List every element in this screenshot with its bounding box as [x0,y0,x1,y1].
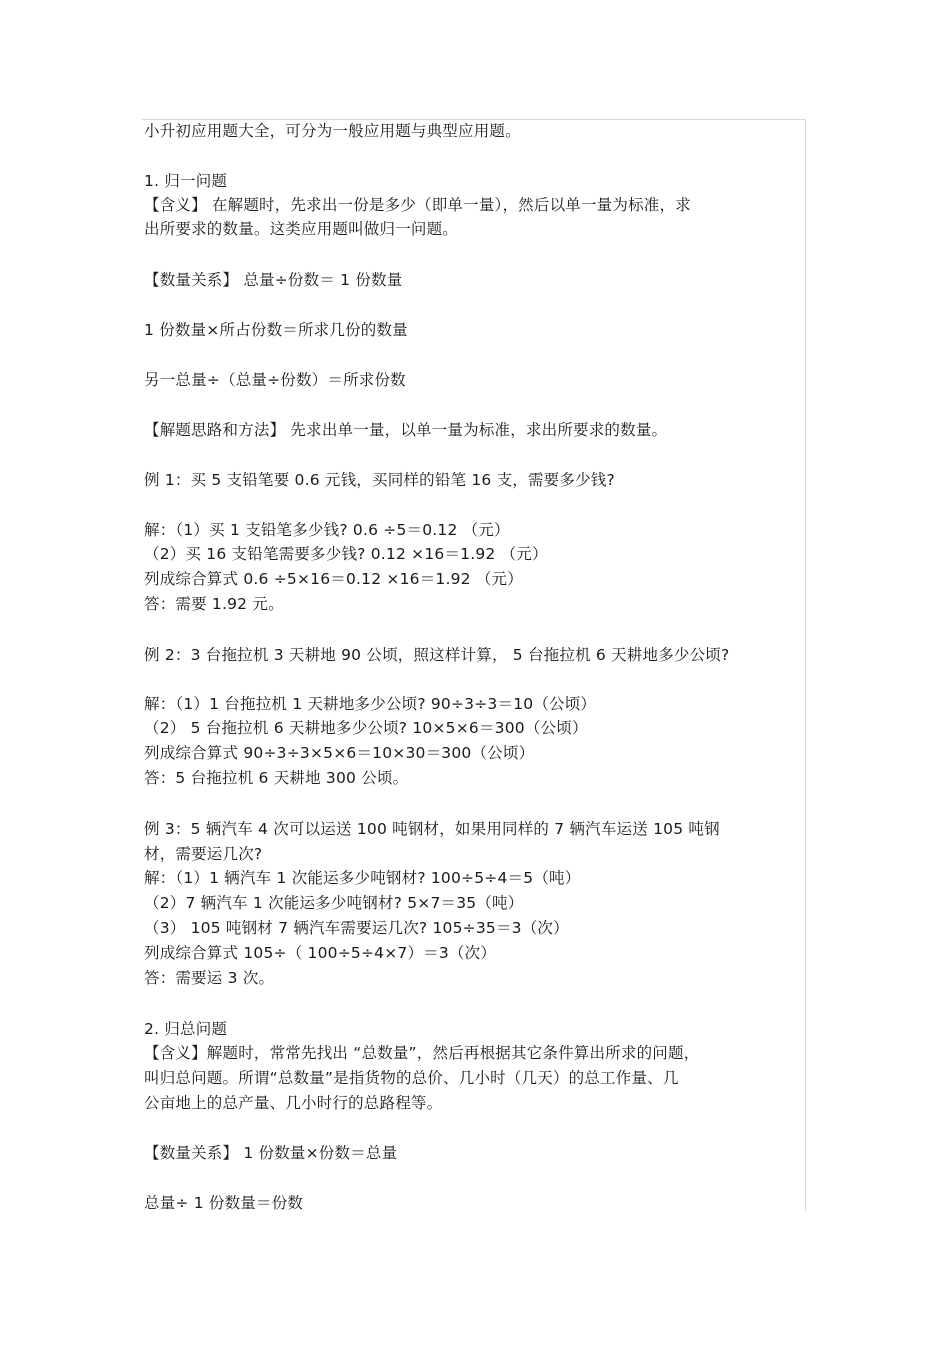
text-line: 例 2：3 台拖拉机 3 天耕地 90 公顷，照这样计算， 5 台拖拉机 6 天耕地多少公顷? [144,646,730,664]
text-line: 答：5 台拖拉机 6 天耕地 300 公顷。 [144,769,409,787]
text-line: 出所要求的数量。这类应用题叫做归一问题。 [144,220,459,238]
text-line: （3） 105 吨钢材 7 辆汽车需要运几次? 105÷35＝3（次） [144,919,569,937]
text-line: 答：需要 1.92 元。 [144,595,284,613]
text-line: 列成综合算式 0.6 ÷5×16＝0.12 ×16＝1.92 （元） [144,570,523,588]
text-line: 材，需要运几次? [144,845,263,863]
text-line: 总量÷ 1 份数量＝份数 [144,1194,304,1212]
text-line: （2）买 16 支铅笔需要多少钱? 0.12 ×16＝1.92 （元） [144,545,548,563]
text-line: 公亩地上的总产量、几小时行的总路程等。 [144,1094,443,1112]
text-line: （2） 5 台拖拉机 6 天耕地多少公顷? 10×5×6＝300（公顷） [144,719,588,737]
text-line: 例 1：买 5 支铅笔要 0.6 元钱，买同样的铅笔 16 支，需要多少钱? [144,471,615,489]
text-line: 列成综合算式 90÷3÷3×5×6＝10×30＝300（公顷） [144,744,535,762]
text-line: 叫归总问题。所谓“总数量”是指货物的总价、几小时（几天）的总工作量、几 [144,1069,679,1087]
text-line: 【含义】 在解题时，先求出一份是多少（即单一量），然后以单一量为标准，求 [144,196,691,214]
text-line: 2. 归总问题 [144,1020,228,1038]
text-line: 解：（1）1 辆汽车 1 次能运多少吨钢材? 100÷5÷4＝5（吨） [144,869,581,887]
text-line: 1. 归一问题 [144,172,228,190]
text-line: 小升初应用题大全，可分为一般应用题与典型应用题。 [144,122,521,140]
text-line: 列成综合算式 105÷（ 100÷5÷4×7）＝3（次） [144,944,497,962]
text-line: 【数量关系】 总量÷份数＝ 1 份数量 [144,271,403,289]
text-line: 例 3：5 辆汽车 4 次可以运送 100 吨钢材，如果用同样的 7 辆汽车运送 105 吨钢 [144,820,720,838]
text-line: 1 份数量×所占份数＝所求几份的数量 [144,321,408,339]
text-line: 【数量关系】 1 份数量×份数＝总量 [144,1144,398,1162]
text-line: 解：（1）买 1 支铅笔多少钱? 0.6 ÷5＝0.12 （元） [144,521,510,539]
text-line: 答：需要运 3 次。 [144,969,275,987]
text-line: 另一总量÷（总量÷份数）＝所求份数 [144,371,406,389]
text-line: 【含义】解题时，常常先找出 “总数量”，然后再根据其它条件算出所求的问题， [144,1044,700,1062]
text-line: （2）7 辆汽车 1 次能运多少吨钢材? 5×7＝35（吨） [144,894,524,912]
text-line: 【解题思路和方法】 先求出单一量，以单一量为标准，求出所要求的数量。 [144,421,668,439]
text-line: 解：（1）1 台拖拉机 1 天耕地多少公顷? 90÷3÷3＝10（公顷） [144,695,597,713]
